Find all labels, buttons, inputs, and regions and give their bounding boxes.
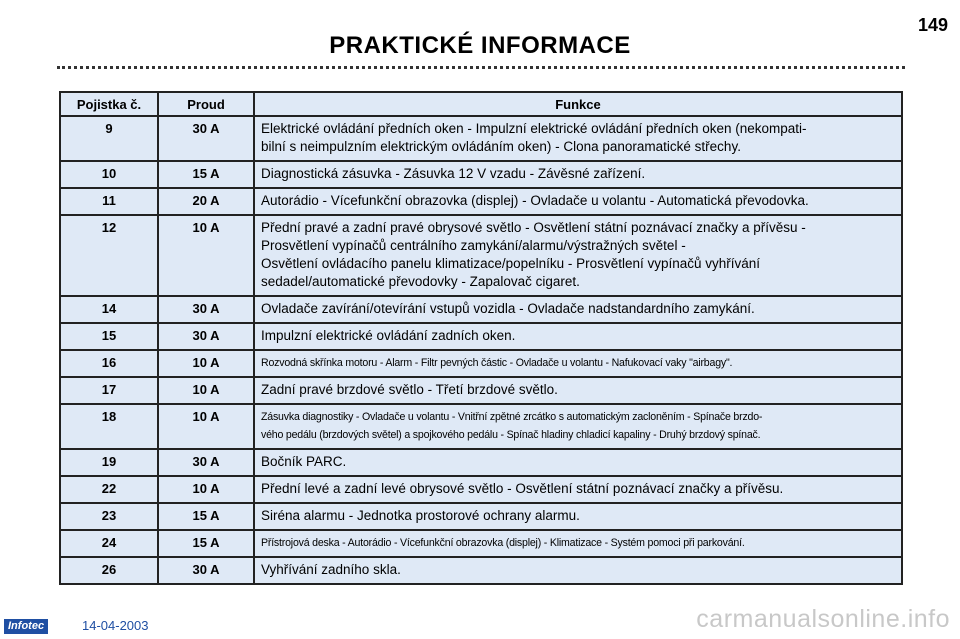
fuse-function-cell: Elektrické ovládání předních oken - Impulzní elektrické ovládání předních oken (nekompati- bilní s neimpulzním elektrickým ovládáním oken) - Clona panoramatické střechy. — [254, 116, 902, 161]
fuse-current-cell: 30 A — [158, 296, 254, 323]
table-row — [60, 530, 902, 557]
table-row — [60, 476, 902, 503]
page-title: PRAKTICKÉ INFORMACE — [329, 32, 631, 59]
fuse-current-cell: 10 A — [158, 215, 254, 296]
fuse-number-cell: 23 — [60, 503, 158, 530]
fuse-function-cell: Impulzní elektrické ovládání zadních oken. — [254, 323, 902, 350]
table-row — [60, 503, 902, 530]
fuse-current-cell: 10 A — [158, 404, 254, 449]
infotec-logo: Infotec — [4, 619, 48, 634]
fuse-number-cell: 16 — [60, 350, 158, 377]
table-header-row — [60, 92, 902, 116]
table-row — [60, 188, 902, 215]
fuse-number-cell: 11 — [60, 188, 158, 215]
page-number: 149 — [917, 15, 948, 35]
fuse-function-cell: Vyhřívání zadního skla. — [254, 557, 902, 584]
fuse-function-cell: Autorádio - Vícefunkční obrazovka (displej) - Ovladače u volantu - Automatická převodovka. — [254, 188, 902, 215]
title-divider — [57, 66, 905, 69]
fuse-current-cell: 15 A — [158, 161, 254, 188]
watermark: carmanualsonline.info — [696, 605, 950, 633]
fuse-current-cell: 30 A — [158, 557, 254, 584]
fuse-function-cell: Přístrojová deska - Autorádio - Vícefunkční obrazovka (displej) - Klimatizace - Systém pomoci při parkování. — [254, 530, 902, 557]
fuse-current-cell: 30 A — [158, 323, 254, 350]
fuse-current-cell: 10 A — [158, 476, 254, 503]
fuse-current-cell: 10 A — [158, 377, 254, 404]
fuse-function-cell: Přední levé a zadní levé obrysové světlo - Osvětlení státní poznávací značky a přívěsu. — [254, 476, 902, 503]
table-row — [60, 215, 902, 296]
fuse-number-cell: 18 — [60, 404, 158, 449]
fuse-number-cell: 24 — [60, 530, 158, 557]
fuse-current-cell: 30 A — [158, 449, 254, 476]
footer-date: 14-04-2003 — [82, 618, 149, 633]
fuse-current-cell: 15 A — [158, 530, 254, 557]
table-row — [60, 350, 902, 377]
fuse-number-cell: 26 — [60, 557, 158, 584]
fuse-current-cell: 20 A — [158, 188, 254, 215]
table-row — [60, 296, 902, 323]
fuse-function-cell: Přední pravé a zadní pravé obrysové světlo - Osvětlení státní poznávací značky a přívěsu - Prosvětlení vypínačů centrálního zamykání/alarmu/výstražných světel - Osvětlení ovládacího panelu klimatizace/popelníku - Prosvětlení vypínačů vyhřívání sedadel/automatické převodovky - Zapalovač cigaret. — [254, 215, 902, 296]
fuse-current-cell: 15 A — [158, 503, 254, 530]
fuse-number-cell: 14 — [60, 296, 158, 323]
table-row — [60, 323, 902, 350]
table-row — [60, 557, 902, 584]
table-row — [60, 161, 902, 188]
fuse-table — [59, 91, 903, 585]
fuse-number-cell: 12 — [60, 215, 158, 296]
fuse-number-cell: 15 — [60, 323, 158, 350]
fuse-function-cell: Diagnostická zásuvka - Zásuvka 12 V vzadu - Závěsné zařízení. — [254, 161, 902, 188]
fuse-function-cell: Ovladače zavírání/otevírání vstupů vozidla - Ovladače nadstandardního zamykání. — [254, 296, 902, 323]
fuse-current-cell: 30 A — [158, 116, 254, 161]
fuse-function-cell: Rozvodná skřínka motoru - Alarm - Filtr pevných částic - Ovladače u volantu - Nafukovací vaky "airbagy". — [254, 350, 902, 377]
table-row — [60, 449, 902, 476]
fuse-table-body — [60, 116, 902, 584]
fuse-function-cell: Bočník PARC. — [254, 449, 902, 476]
fuse-number-cell: 19 — [60, 449, 158, 476]
table-row — [60, 116, 902, 161]
fuse-function-cell: Zadní pravé brzdové světlo - Třetí brzdové světlo. — [254, 377, 902, 404]
fuse-number-cell: 10 — [60, 161, 158, 188]
fuse-function-cell: Siréna alarmu - Jednotka prostorové ochrany alarmu. — [254, 503, 902, 530]
header-current: Proud — [158, 92, 254, 116]
table-row — [60, 404, 902, 449]
fuse-number-cell: 9 — [60, 116, 158, 161]
header-fuse-number: Pojistka č. — [60, 92, 158, 116]
fuse-number-cell: 17 — [60, 377, 158, 404]
header-function: Funkce — [254, 92, 902, 116]
fuse-number-cell: 22 — [60, 476, 158, 503]
table-row — [60, 377, 902, 404]
fuse-current-cell: 10 A — [158, 350, 254, 377]
fuse-function-cell: Zásuvka diagnostiky - Ovladače u volantu - Vnitřní zpětné zrcátko s automatickým zacloněním - Spínače brzdo- vého pedálu (brzdových světel) a spojkového pedálu - Spínač hladiny chladicí kapaliny - Druhý brzdový spínač. — [254, 404, 902, 449]
